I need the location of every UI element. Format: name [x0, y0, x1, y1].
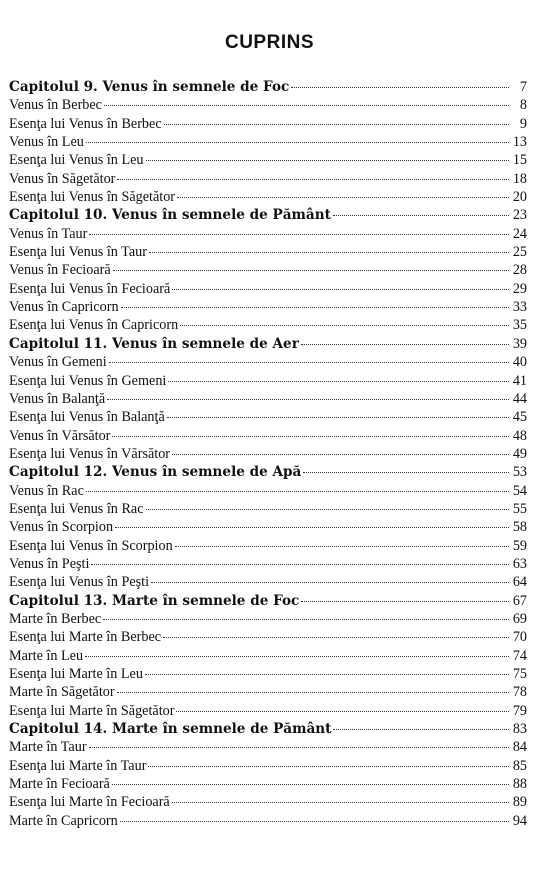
- dot-leader: [180, 311, 509, 326]
- page-number: 89: [512, 794, 527, 811]
- page-number: 15: [512, 152, 527, 169]
- dot-leader: [117, 165, 509, 180]
- page-number: 7: [519, 79, 527, 95]
- dot-leader: [117, 678, 509, 693]
- dot-leader: [104, 91, 509, 106]
- page-number: 44: [512, 390, 527, 407]
- page-number: 24: [512, 225, 527, 242]
- page-number: 88: [512, 776, 527, 793]
- dot-leader: [146, 146, 510, 161]
- page-number: 35: [512, 317, 527, 334]
- page-number: 29: [512, 280, 527, 297]
- page-title: CUPRINS: [224, 32, 314, 53]
- entry-title: Esenţa lui Marte în Leu: [9, 666, 143, 682]
- page-number: 9: [519, 115, 527, 132]
- chapter-title: Capitolul 13. Marte în semnele de Foc: [9, 592, 300, 609]
- dot-leader: [168, 367, 509, 382]
- page-number: 64: [512, 574, 527, 591]
- page-number: 45: [512, 409, 527, 426]
- page-number: 13: [512, 134, 527, 151]
- entry-title: Marte în Săgetător: [9, 684, 115, 701]
- entry-title: Esenţa lui Marte în Fecioară: [9, 794, 170, 811]
- page-number: 23: [512, 207, 527, 224]
- entry-title: Esenţa lui Venus în Vărsător: [9, 445, 171, 462]
- entry-title: Esenţa lui Venus în Fecioară: [9, 280, 171, 297]
- entry-title: Esenţa lui Venus în Leu: [9, 152, 144, 169]
- dot-leader: [145, 660, 509, 675]
- entry-title: Esenţa lui Venus în Balanţă: [9, 409, 165, 426]
- dot-leader: [86, 477, 509, 492]
- entry-title: Esenţa lui Venus în Berbec: [9, 115, 162, 132]
- page-number: 74: [512, 647, 527, 664]
- page-number: 70: [512, 629, 527, 646]
- entry-title: Marte în Capricorn: [9, 812, 118, 829]
- page-number: 54: [512, 482, 527, 499]
- page-number: 59: [512, 537, 527, 554]
- entry-title: Esenţa lui Venus în Peşti: [9, 574, 150, 591]
- dot-leader: [301, 330, 509, 345]
- entry-title: Esenţa lui Venus în Rac: [9, 500, 144, 517]
- dot-leader: [333, 201, 509, 216]
- page-number: 28: [512, 262, 527, 279]
- page-number: 48: [512, 427, 527, 444]
- entry-title: Venus în Scorpion: [9, 519, 114, 536]
- chapter-title: Capitolul 12. Venus în semnele de Apă: [9, 464, 302, 481]
- entry-title: Esenţa lui Marte în Berbec: [9, 629, 162, 646]
- dot-leader: [112, 422, 509, 437]
- dot-leader: [149, 238, 509, 253]
- page-number: 79: [512, 702, 527, 719]
- dot-leader: [177, 183, 509, 198]
- page-number: 20: [512, 189, 527, 206]
- page-number: 83: [512, 721, 527, 738]
- dot-leader: [91, 550, 509, 565]
- entry-title: Venus în Rac: [9, 482, 84, 499]
- entry-title: Venus în Săgetător: [9, 170, 116, 187]
- page-number: 67: [512, 592, 527, 609]
- toc-entry: [9, 810, 527, 828]
- dot-leader: [333, 715, 509, 730]
- page-number: 41: [512, 372, 527, 389]
- page-number: 18: [512, 170, 527, 187]
- page-number: 94: [512, 812, 527, 829]
- page-number: 78: [512, 684, 527, 701]
- table-of-contents: [9, 76, 527, 828]
- entry-title: Venus în Leu: [9, 134, 84, 151]
- page-number: 84: [512, 739, 527, 756]
- entry-title: Marte în Berbec: [9, 610, 102, 627]
- page-number: 53: [512, 464, 527, 481]
- entry-title: Venus în Gemeni: [9, 354, 107, 371]
- entry-title: Venus în Fecioară: [9, 262, 111, 279]
- page-number: 33: [512, 299, 527, 316]
- dot-leader: [164, 110, 509, 125]
- entry-title: Marte în Fecioară: [9, 776, 110, 793]
- chapter-title: Capitolul 11. Venus în semnele de Aer: [9, 335, 299, 352]
- page-number: 55: [512, 500, 527, 517]
- dot-leader: [151, 568, 509, 583]
- entry-title: Esenţa lui Venus în Capricorn: [9, 317, 179, 334]
- page-number: 75: [512, 666, 527, 682]
- entry-title: Marte în Leu: [9, 647, 84, 664]
- page-number: 85: [512, 757, 527, 774]
- dot-leader: [301, 587, 509, 602]
- dot-leader: [115, 513, 509, 528]
- dot-leader: [85, 642, 509, 657]
- dot-leader: [167, 403, 509, 418]
- dot-leader: [121, 293, 509, 308]
- dot-leader: [303, 458, 509, 473]
- entry-title: Marte în Taur: [9, 739, 87, 756]
- entry-title: Esenţa lui Venus în Taur: [9, 244, 147, 261]
- dot-leader: [148, 752, 509, 767]
- dot-leader: [176, 697, 509, 712]
- dot-leader: [86, 128, 509, 143]
- page-number: 58: [512, 519, 527, 536]
- entry-title: Esenţa lui Marte în Taur: [9, 757, 147, 774]
- dot-leader: [103, 605, 509, 620]
- dot-leader: [107, 385, 509, 400]
- chapter-title: Capitolul 14. Marte în semnele de Pământ: [9, 721, 332, 738]
- dot-leader: [113, 256, 509, 271]
- page-number: 25: [512, 244, 527, 261]
- chapter-title: Capitolul 9. Venus în semnele de Foc: [9, 79, 290, 95]
- dot-leader: [89, 220, 509, 235]
- chapter-title: Capitolul 10. Venus în semnele de Pământ: [9, 207, 331, 224]
- entry-title: Esenţa lui Venus în Gemeni: [9, 372, 167, 389]
- entry-title: Esenţa lui Venus în Săgetător: [9, 189, 176, 206]
- entry-title: Venus în Berbec: [9, 97, 102, 114]
- dot-leader: [291, 73, 509, 88]
- entry-title: Esenţa lui Marte în Săgetător: [9, 702, 175, 719]
- page-number: 49: [512, 445, 527, 462]
- page-number: 39: [512, 335, 527, 352]
- page-number: 63: [512, 555, 527, 572]
- page-number: 69: [512, 610, 527, 627]
- page-number: 8: [519, 97, 527, 114]
- dot-leader: [172, 788, 509, 803]
- dot-leader: [175, 532, 509, 547]
- dot-leader: [163, 623, 509, 638]
- entry-title: Venus în Peşti: [9, 555, 90, 572]
- dot-leader: [112, 770, 509, 785]
- dot-leader: [172, 275, 509, 290]
- dot-leader: [172, 440, 509, 455]
- entry-title: Venus în Balanţă: [9, 390, 106, 407]
- dot-leader: [120, 807, 509, 822]
- page-number: 40: [512, 354, 527, 371]
- dot-leader: [109, 348, 509, 363]
- entry-title: Esenţa lui Venus în Scorpion: [9, 537, 173, 554]
- entry-title: Venus în Vărsător: [9, 427, 111, 444]
- dot-leader: [89, 733, 509, 748]
- dot-leader: [146, 495, 510, 510]
- entry-title: Venus în Capricorn: [9, 299, 119, 316]
- entry-title: Venus în Taur: [9, 225, 88, 242]
